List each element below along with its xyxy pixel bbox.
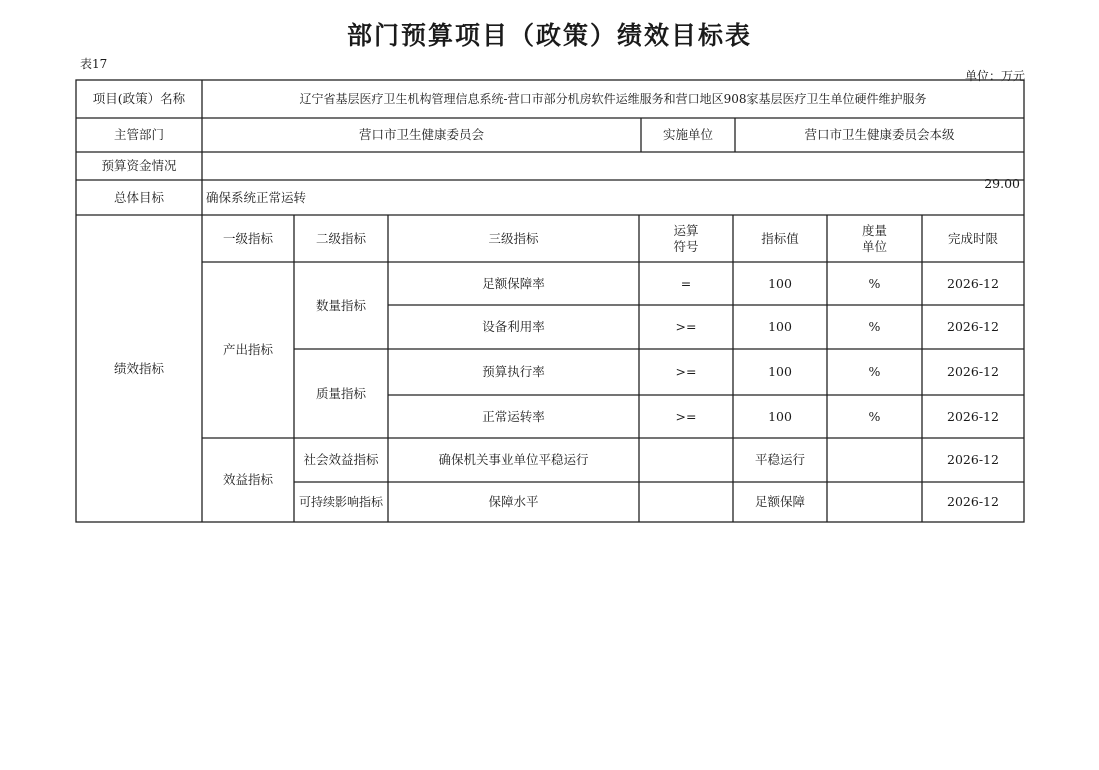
col-unit: 度量 单位 [861, 222, 887, 254]
table-row-level3: 正常运转率 [482, 408, 545, 424]
table-row-level3: 保障水平 [488, 494, 539, 510]
level2-quantity: 数量指标 [315, 297, 366, 313]
dept-label: 主管部门 [113, 127, 164, 143]
table-row-level3: 设备利用率 [482, 319, 545, 335]
level2-sustainable: 可持续影响指标 [298, 494, 383, 509]
goal-label: 总体目标 [113, 189, 164, 205]
col-deadline: 完成时限 [947, 230, 998, 246]
table-row-deadline: 2026-12 [947, 494, 999, 510]
level2-social: 社会效益指标 [303, 452, 379, 468]
table-row-unit: % [868, 275, 881, 291]
impl-label: 实施单位 [662, 127, 713, 143]
perf-label: 绩效指标 [113, 360, 164, 376]
level2-quality: 质量指标 [315, 385, 366, 401]
table-row-value: 100 [768, 408, 792, 424]
col-level2: 二级指标 [315, 230, 366, 246]
table-row-unit [827, 438, 922, 482]
goal-value: 确保系统正常运转 [206, 189, 307, 205]
table-row-unit: % [868, 364, 881, 380]
level1-benefit: 效益指标 [222, 472, 273, 488]
table-row-unit: % [868, 319, 881, 335]
table-number: 表17 [80, 57, 108, 71]
table-row-unit [827, 482, 922, 522]
table-row-value: 100 [768, 319, 792, 335]
dept-value: 营口市卫生健康委员会 [358, 127, 484, 143]
table-row-unit: % [868, 408, 881, 424]
table-row-op: >= [675, 319, 697, 335]
col-operator: 运算 符号 [673, 222, 699, 254]
project-name-label: 项目(政策）名称 [92, 91, 186, 107]
table-row-op: = [680, 275, 692, 291]
col-value: 指标值 [761, 230, 799, 246]
table-row-level3: 确保机关事业单位平稳运行 [438, 452, 589, 468]
level1-output: 产出指标 [222, 342, 273, 358]
col-level1: 一级指标 [222, 230, 273, 246]
table-row-deadline: 2026-12 [947, 319, 999, 335]
col-level3: 三级指标 [488, 230, 539, 246]
table-row-deadline: 2026-12 [947, 275, 999, 291]
unit-label: 单位：万元 [964, 69, 1025, 83]
table-row-op: >= [675, 364, 697, 380]
impl-value: 营口市卫生健康委员会本级 [804, 127, 955, 143]
table-row-deadline: 2026-12 [947, 452, 999, 468]
table-row-deadline: 2026-12 [947, 408, 999, 424]
table-row-op [639, 482, 733, 522]
page-title: 部门预算项目（政策）绩效目标表 [346, 21, 752, 50]
table-row-op: >= [675, 408, 697, 424]
table-row-value: 平稳运行 [754, 452, 805, 468]
table-row-deadline: 2026-12 [947, 364, 999, 380]
table-row-value: 100 [768, 275, 792, 291]
budget-value: 29.00 [984, 176, 1020, 192]
table-row-level3: 足额保障率 [482, 275, 545, 291]
table-row-level3: 预算执行率 [482, 364, 545, 380]
project-name-value: 辽宁省基层医疗卫生机构管理信息系统-营口市部分机房软件运维服务和营口地区908家基层医疗卫生单位硬件维护服务 [299, 91, 927, 106]
table-row-value: 足额保障 [754, 494, 805, 510]
table-row-op [639, 438, 733, 482]
table-row-value: 100 [768, 364, 792, 380]
budget-label: 预算资金情况 [101, 158, 177, 174]
